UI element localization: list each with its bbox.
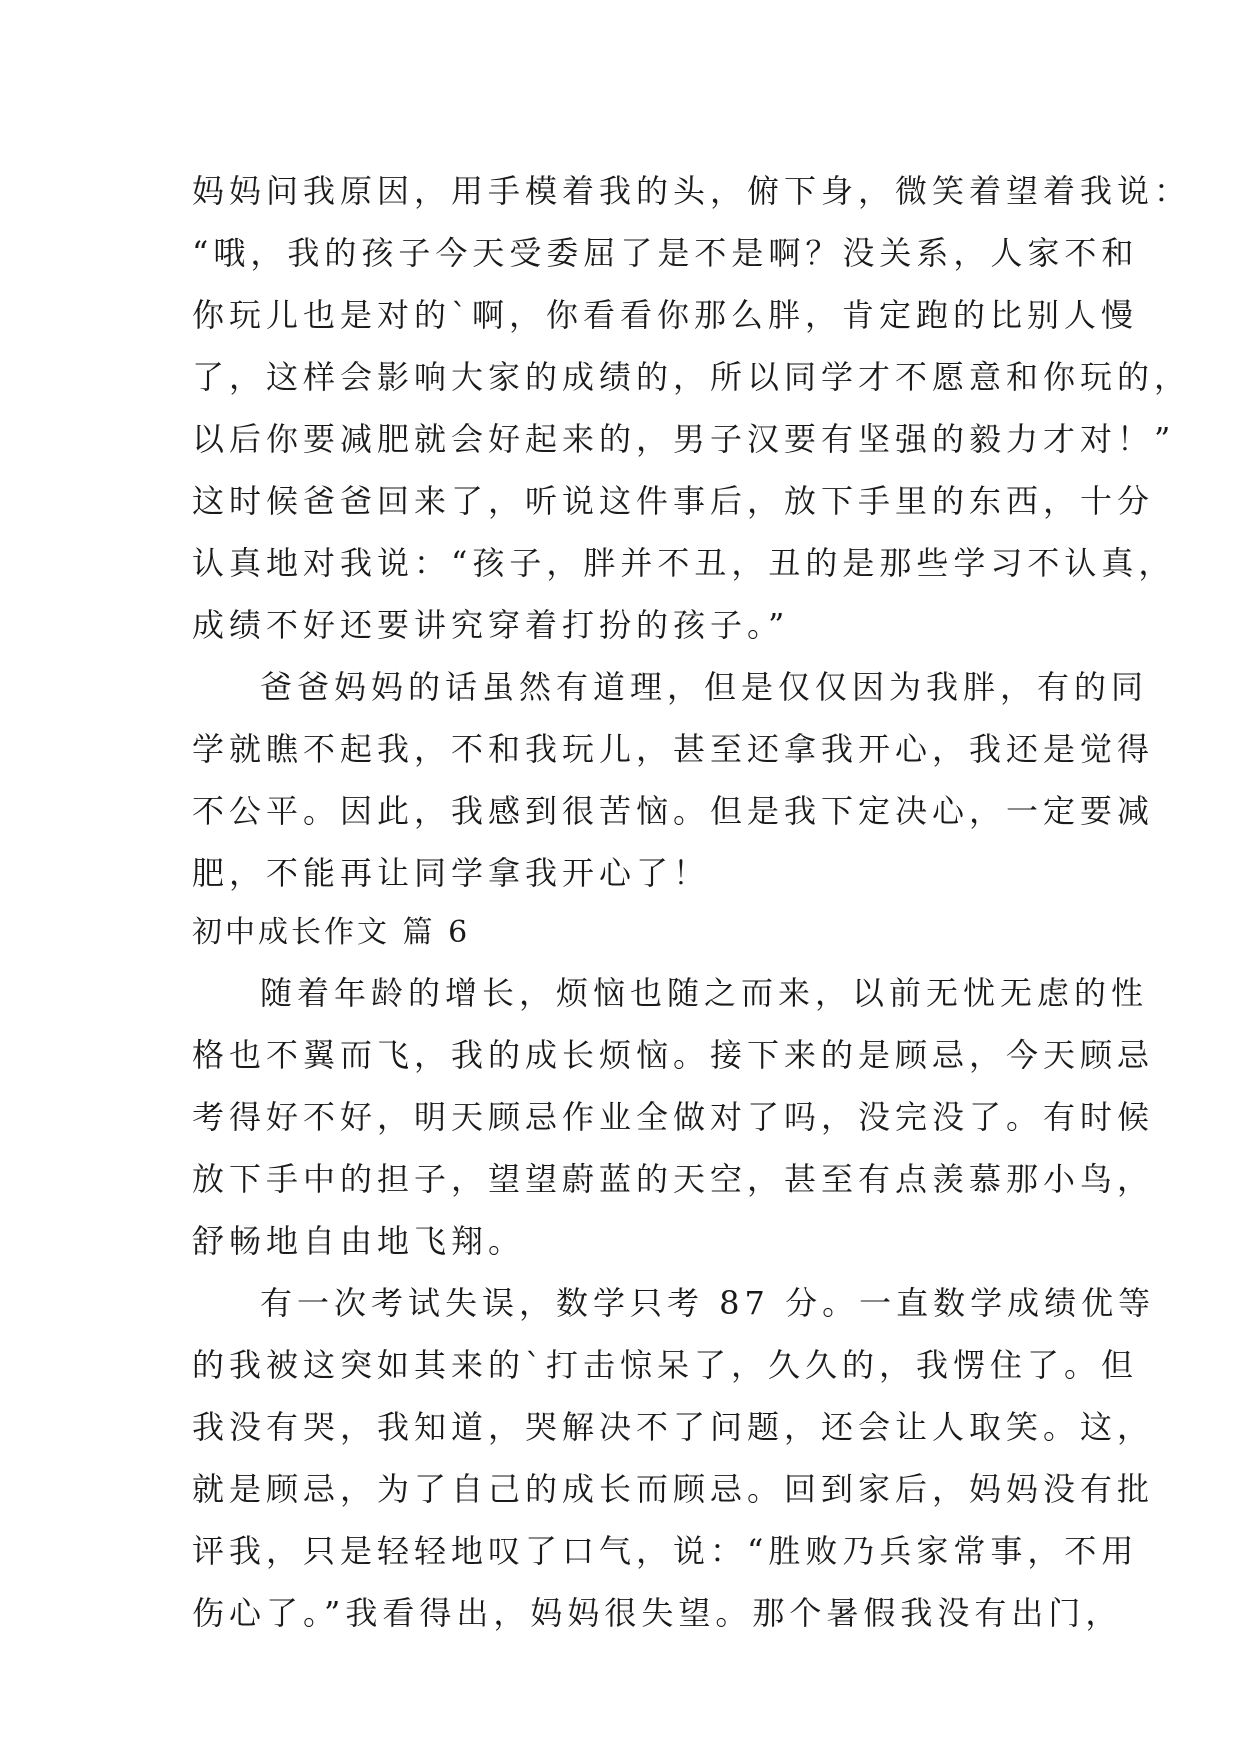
paragraph-first-line: 随着年龄的增长，烦恼也随之而来，以前无忧无虑的性 [260,974,1149,1012]
paragraph-first-line: 爸爸妈妈的话虽然有道理，但是仅仅因为我胖，有的同 [260,668,1149,706]
essay-body [192,160,1192,1644]
text-line: 肥，不能再让同学拿我开心了！ [192,854,711,892]
text-line: 认真地对我说：“孩子，胖并不丑，丑的是那些学习不认真， [192,544,1176,582]
text-line: 以后你要减肥就会好起来的，男子汉要有坚强的毅力才对！” [192,420,1176,458]
text-line: 考得好不好，明天顾忌作业全做对了吗，没完没了。有时候 [192,1098,1155,1136]
paragraph-first-line: 有一次考试失误，数学只考 87 分。一直数学成绩优等 [260,1284,1156,1322]
text-line: 妈妈问我原因，用手模着我的头，俯下身，微笑着望着我说： [192,172,1192,210]
text-line: 这时候爸爸回来了，听说这件事后，放下手里的东西，十分 [192,482,1155,520]
section-heading: 初中成长作文 篇 6 [192,915,471,950]
text-line: 格也不翼而飞，我的成长烦恼。接下来的是顾忌，今天顾忌 [192,1036,1155,1074]
text-line: 舒畅地自由地飞翔。 [192,1222,526,1260]
text-line: 了，这样会影响大家的成绩的，所以同学才不愿意和你玩的， [192,358,1192,396]
text-line: 不公平。因此，我感到很苦恼。但是我下定决心，一定要减 [192,792,1155,830]
text-line: 的我被这突如其来的`打击惊呆了，久久的，我愣住了。但 [192,1346,1139,1384]
text-line: 你玩儿也是对的`啊，你看看你那么胖，肯定跑的比别人慢 [192,296,1139,334]
text-line: 我没有哭，我知道，哭解决不了问题，还会让人取笑。这， [192,1408,1155,1446]
text-line: “哦，我的孩子今天受委屈了是不是啊？没关系，人家不和 [192,234,1139,272]
text-line: 评我，只是轻轻地叹了口气，说：“胜败乃兵家常事，不用 [192,1532,1139,1570]
text-line: 成绩不好还要讲究穿着打扮的孩子。” [192,606,790,644]
text-line: 伤心了。”我看得出，妈妈很失望。那个暑假我没有出门， [192,1594,1123,1632]
text-line: 就是顾忌，为了自己的成长而顾忌。回到家后，妈妈没有批 [192,1470,1155,1508]
text-line: 放下手中的担子，望望蔚蓝的天空，甚至有点羡慕那小鸟， [192,1160,1155,1198]
text-line: 学就瞧不起我，不和我玩儿，甚至还拿我开心，我还是觉得 [192,730,1155,768]
